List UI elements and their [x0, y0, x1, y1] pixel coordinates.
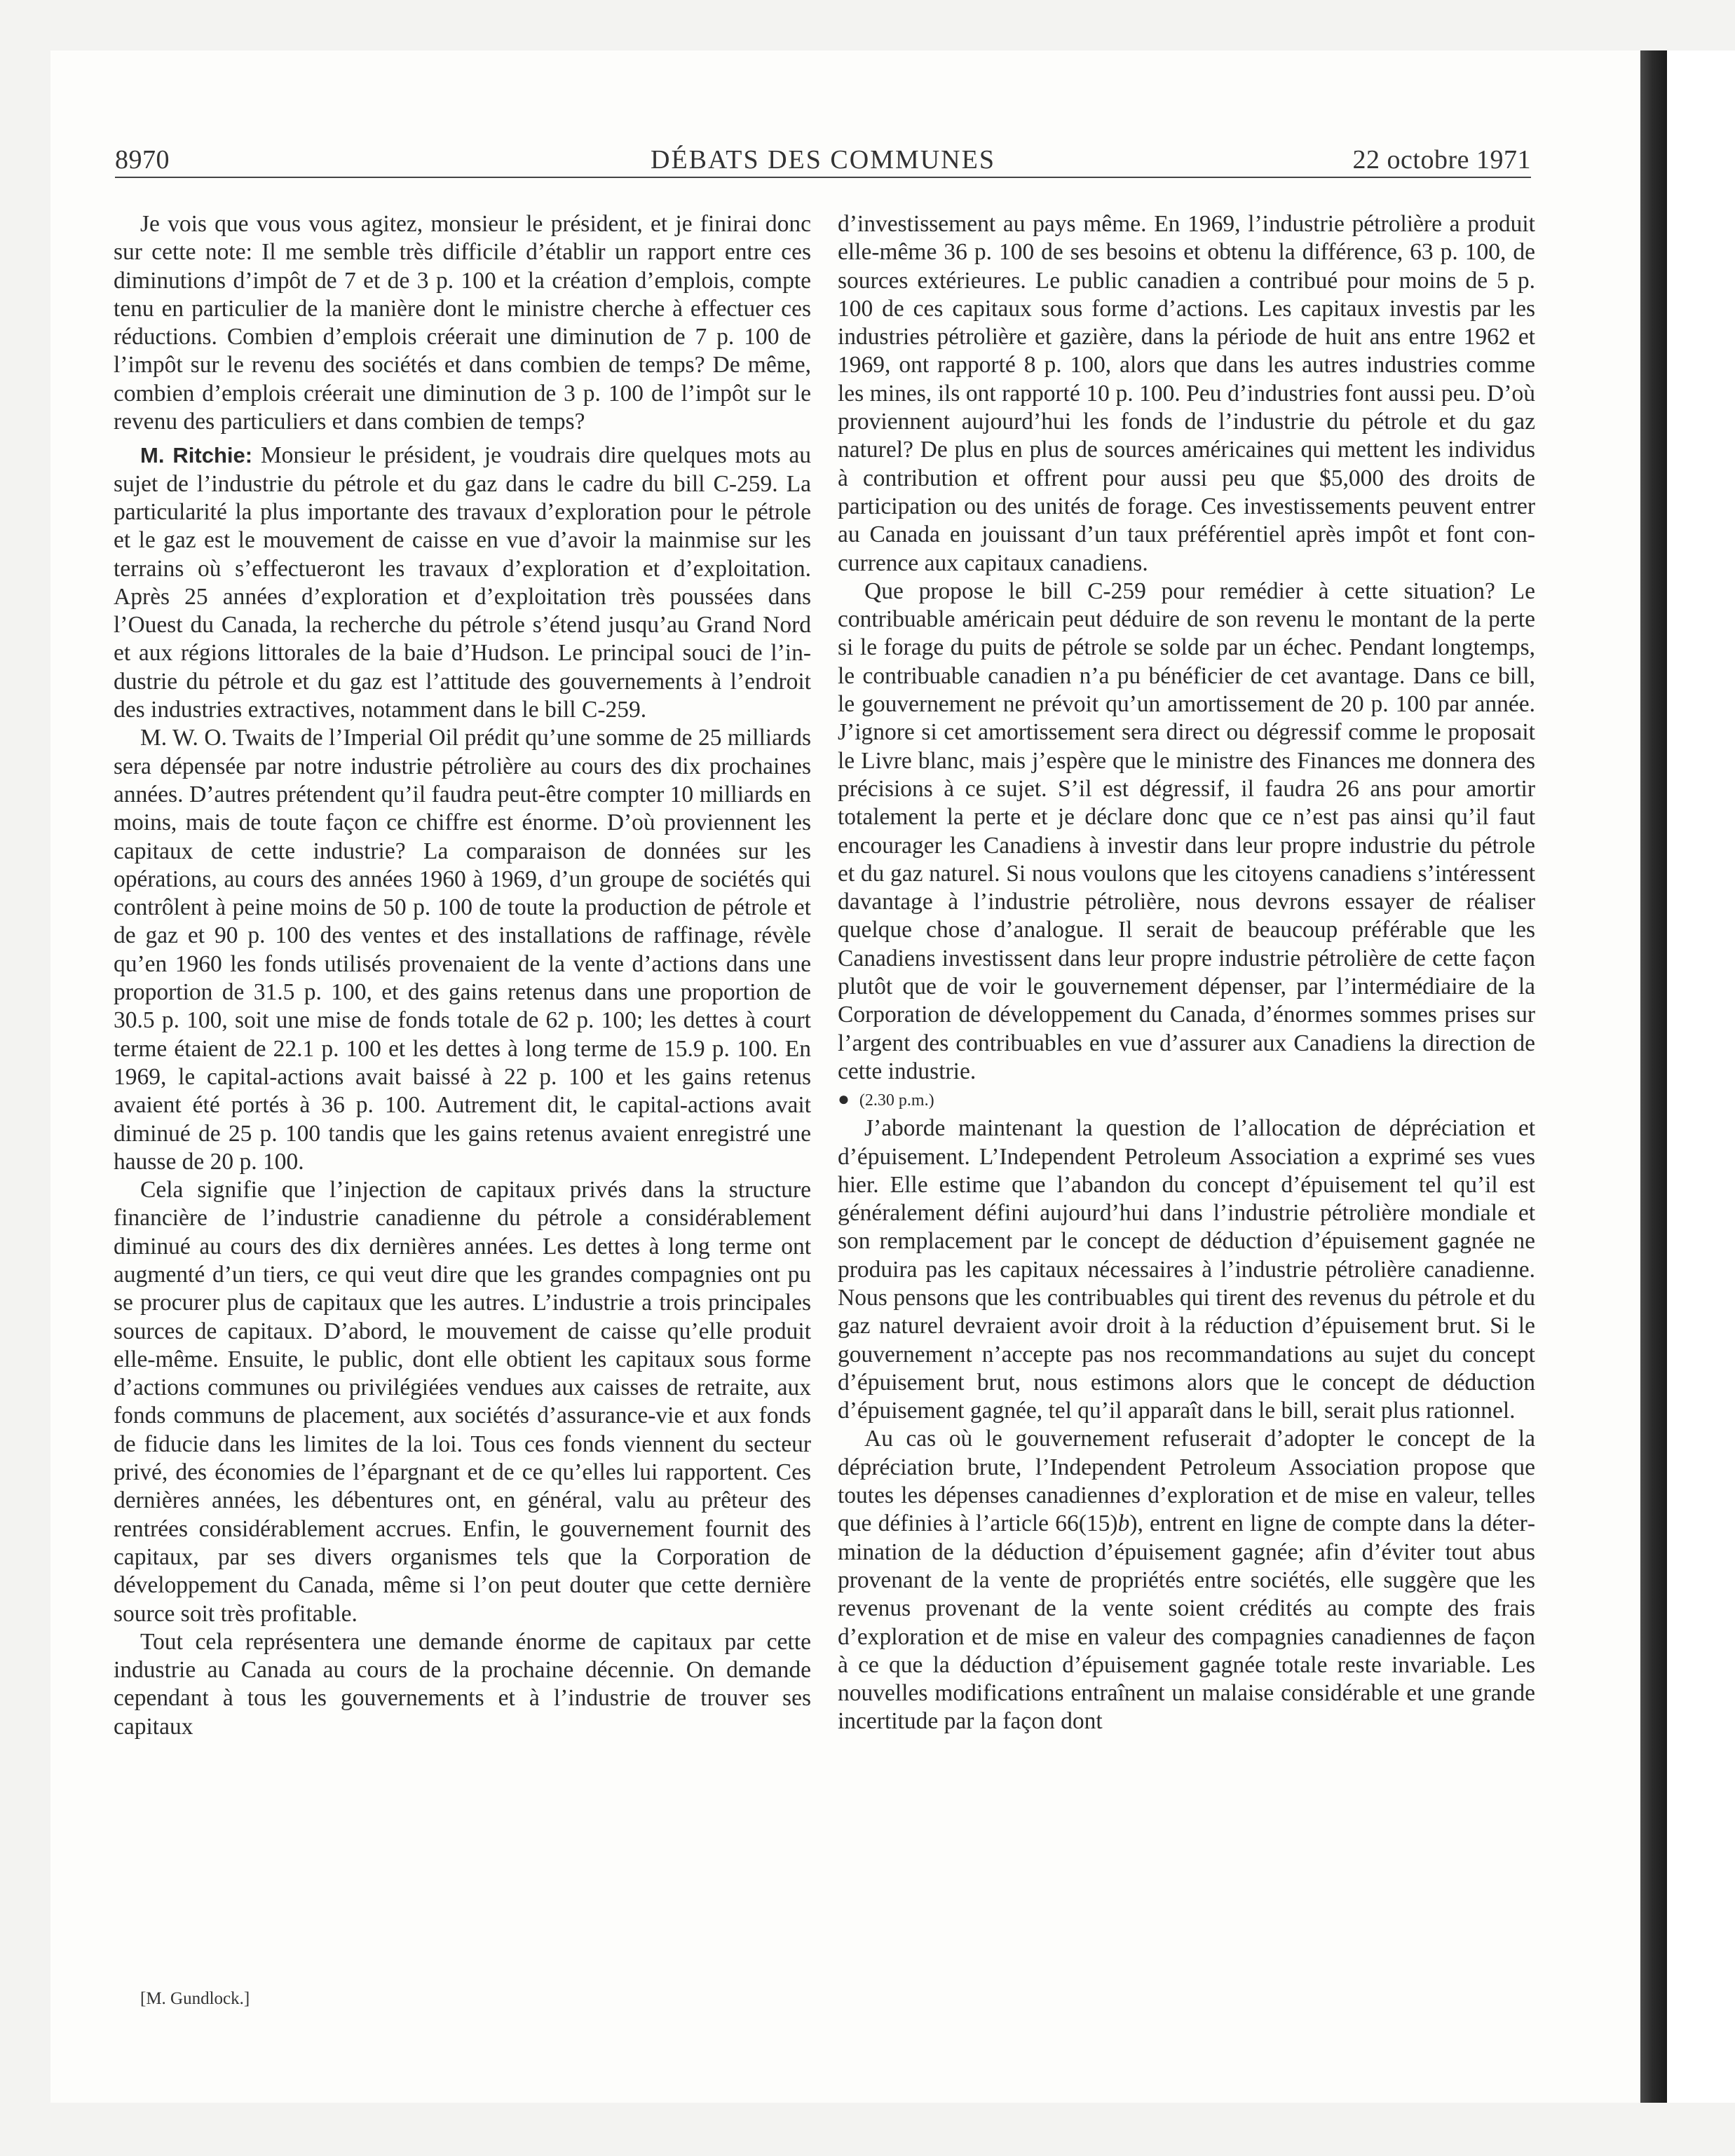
- speech-text: Monsieur le président, je voudrais dire quelques mots au sujet de l’industrie du pétrole et du gaz dans le cadre du bill C-259. La particularité la plus importante des travaux d’exploration pour le pétrole et le gaz est le mouvement de caisse en vue d’avoir la mainmise sur les terrains où s’effectueront les travaux d’exploration et d’exploitation. Après 25 années d’exploration et d’exploitation très poussées dans l’Ouest du Canada, la recherche du pétrole s’étend jusqu’au Grand Nord et aux régions littorales de la baie d’Hudson. Le principal souci de l’industrie du pétrole et du gaz est l’attitude des gouvernements à l’endroit des industries extractives, notamment dans le bill C-259.: [114, 442, 811, 723]
- paragraph: [838, 1425, 1535, 1735]
- page-number: 8970: [115, 145, 170, 175]
- paragraph: d’investissement au pays même. En 1969, l’industrie pétrolière a produit elle-même 36 p. 100 de ses besoins et obtenu la différence, 63 p. 100, de sources extérieures. Le public canadien a contribué pour moins de 5 p. 100 de ces capitaux sous forme d’actions. Les capitaux investis par les industries pétrolière et gazière, dans la période de huit ans entre 1962 et 1969, ont rapporté 8 p. 100, alors que dans les autres industries comme les mines, ils ont rapporté 10 p. 100. Peu d’industries font aussi peu. D’où proviennent aujourd’hui les fonds de l’industrie du pétrole et du gaz naturel? De plus en plus de sources américaines qui mettent les individus à contribution et offrent pour aussi peu que $5,000 des droits de participation ou des unités de forage. Ces investissements peuvent entrer au Canada en jouissant d’un taux préférentiel après impôt et font concurrence aux capitaux canadiens.: [838, 211, 1535, 576]
- paragraph: Tout cela représentera une demande énorme de capitaux par cette industrie au Canada au cours de la prochaine décennie. On demande cependant à tous les gouvernements et à l’industrie de trouver ses capitaux: [114, 1628, 811, 1740]
- paragraph-text: ), entrent en ligne de compte dans la détermination de la déduction d’épuisement gagnée; afin d’éviter tout abus provenant de la vente de propriétés entre sociétés, elle suggère que les revenus provenant de la vente soient crédités au compte des frais d’exploration et de mise en valeur des compagnies canadiennes de façon à ce que la déduction d’épuisement gagnée totale reste invariable. Les nouvelles modifications entraînent un malaise considérable et une grande incertitude par la façon dont: [838, 1510, 1535, 1735]
- right-text-column: [838, 210, 1535, 1736]
- header-divider: [115, 177, 1531, 178]
- paragraph: Cela signifie que l’injection de capitaux privés dans la structure financière de l’industrie canadienne du pétrole a considérablement diminué au cours des dix dernières années. Les dettes à long terme ont augmenté d’un tiers, ce qui veut dire que les grandes compagnies ont pu se procurer plus de capitaux que les autres. L’industrie a trois principales sources de capitaux. D’abord, le mouvement de caisse qu’elle produit elle-même. Ensuite, le public, dont elle obtient les capitaux sous forme d’actions communes ou privilégiées vendues aux caisses de retraite, aux fonds communs de placement, aux sociétés d’assurance-vie et aux fonds de fiducie dans les limites de la loi. Tous ces fonds viennent du secteur privé, des économies de l’épargnant et de ce qu’elles lui rapportent. Ces dernières années, les débentures ont, en général, valu au prêteur des rentrées considérablement accrues. Enfin, le gouvernement fournit des capitaux, par ses divers organismes tels que la Corporation de développement du Canada, même si l’on peut douter que cette dernière source soit très profitable.: [114, 1177, 811, 1627]
- speaker-paragraph: [114, 442, 811, 724]
- running-header: [115, 144, 1531, 178]
- paragraph: M. W. O. Twaits de l’Imperial Oil prédit qu’une somme de 25 milliards sera dépensée par notre industrie pétrolière au cours des dix prochaines années. D’autres prétendent qu’il faudra peut-être compter 10 milliards en moins, mais de toute façon ce chiffre est énorme. D’où proviennent les capitaux de cette industrie? La comparaison de données sur les opérations, au cours des années 1960 à 1969, d’un groupe de sociétés qui contrôlent à peine moins de 50 p. 100 de toute la production de pétrole et de gaz et 90 p. 100 des ventes et des installations de raffinage, révèle qu’en 1960 les fonds utilisés provenaient de la vente d’actions dans une proportion de 31.5 p. 100, et des gains retenus dans une proportion de 30.5 p. 100, soit une mise de fonds totale de 62 p. 100; les dettes à court terme étaient de 22.1 p. 100 et les dettes à long terme de 15.9 p. 100. En 1969, le capital-actions avait baissé à 22 p. 100 et les gains retenus avaient été portés à 36 p. 100. Autrement dit, le capital-actions avait diminué de 25 p. 100 tandis que les gains retenus avaient enregistré une hausse de 20 p. 100.: [114, 725, 811, 1175]
- time-stamp-text: (2.30 p.m.): [859, 1091, 934, 1110]
- paragraph: J’aborde maintenant la question de l’allocation de dépréciation et d’épuisement. L’Independent Petroleum Association a exprimé ses vues hier. Elle estime que l’abandon du concept d’épuisement tel qu’il est généralement défini aujourd’hui dans l’industrie pétrolière mondiale et son remplacement par le concept de déduction d’épuisement gagnée ne produira pas les capitaux nécessaires à l’industrie pétrolière canadienne. Nous pensons que les contribuables qui tirent des revenus du pétrole et du gaz naturel devraient avoir droit à la réduction d’épuisement brut. Si le gouvernement n’accepte pas nos recommandations au sujet du concept d’épuisement brut, nous estimons alors que le concept de déduction d’épuisement gagnée, tel qu’il apparaît dans le bill, serait plus rationnel.: [838, 1115, 1535, 1424]
- publication-title: DÉBATS DES COMMUNES: [651, 145, 995, 175]
- page-binding-edge: [1640, 50, 1667, 2103]
- paragraph: Que propose le bill C-259 pour remédier à cette situation? Le contribuable américain peut déduire de son revenu le montant de la perte si le forage du puits de pétrole se solde par un échec. Pendant longtemps, le contribuable canadien n’a pu bénéficier de cet avantage. Dans ce bill, le gouvernement ne prévoit qu’un amortissement de 20 p. 100 par année. J’ignore si cet amortissement sera direct ou dégressif comme le proposait le Livre blanc, mais j’espère que le ministre des Finances me donnera des précisions à ce sujet. S’il est dégressif, il faudra 26 ans pour amortir totalement la perte et je déclare donc que ce n’est pas ainsi qu’il faut encourager les Canadiens à investir dans leur propre industrie du pétrole et du gaz naturel. Si nous voulons que les citoyens canadiens s’intéressent davantage à l’industrie pétrolière, nous devrons essayer de réaliser quelque chose d’analogue. Il serait de beaucoup préférable que les Canadiens investissent dans leur propre industrie pétrolière de cette façon plutôt que de voir le gouvernement dépenser, par l’intermédiaire de la Corporation de développement du Canada, d’énormes sommes prises sur l’argent des contribuables en vue d’assurer aux Canadiens la direction de cette industrie.: [838, 578, 1535, 1084]
- scan-margin-top: [0, 0, 1735, 50]
- article-subsection-letter: b: [1117, 1510, 1130, 1537]
- speaker-footnote: [M. Gundlock.]: [140, 1989, 250, 2008]
- scan-margin-bottom: [0, 2103, 1735, 2156]
- left-text-column: [114, 210, 811, 1741]
- scan-margin-left: [0, 0, 50, 2156]
- issue-date: 22 octobre 1971: [1352, 145, 1531, 175]
- bullet-icon: ●: [838, 1089, 850, 1111]
- scan-margin-right: [1667, 50, 1735, 2103]
- speaker-name: M. Ritchie:: [140, 443, 253, 468]
- time-stamp: [838, 1086, 1535, 1114]
- paragraph-text: Au cas où le gouvernement refuserait d’adopter le concept de la dépréciation brute, l’Independent Petroleum Association propose que toutes les dépenses canadiennes d’exploration et de mise en valeur, telles que définies à l’article 66(15): [838, 1426, 1535, 1537]
- paragraph: Je vois que vous vous agitez, monsieur le président, et je finirai donc sur cette note: Il me semble très difficile d’établir un rapport entre ces diminutions d’impôt de 7 et de 3 p. 100 et la création d’emplois, compte tenu en particulier de la manière dont le ministre cherche à effectuer ces réductions. Combien d’emplois créerait une diminution de 7 p. 100 de l’impôt sur le revenu des sociétés et dans combien de temps? De même, combien d’emplois créerait une diminution de 3 p. 100 de l’impôt sur le revenu des particuliers et dans combien de temps?: [114, 211, 811, 435]
